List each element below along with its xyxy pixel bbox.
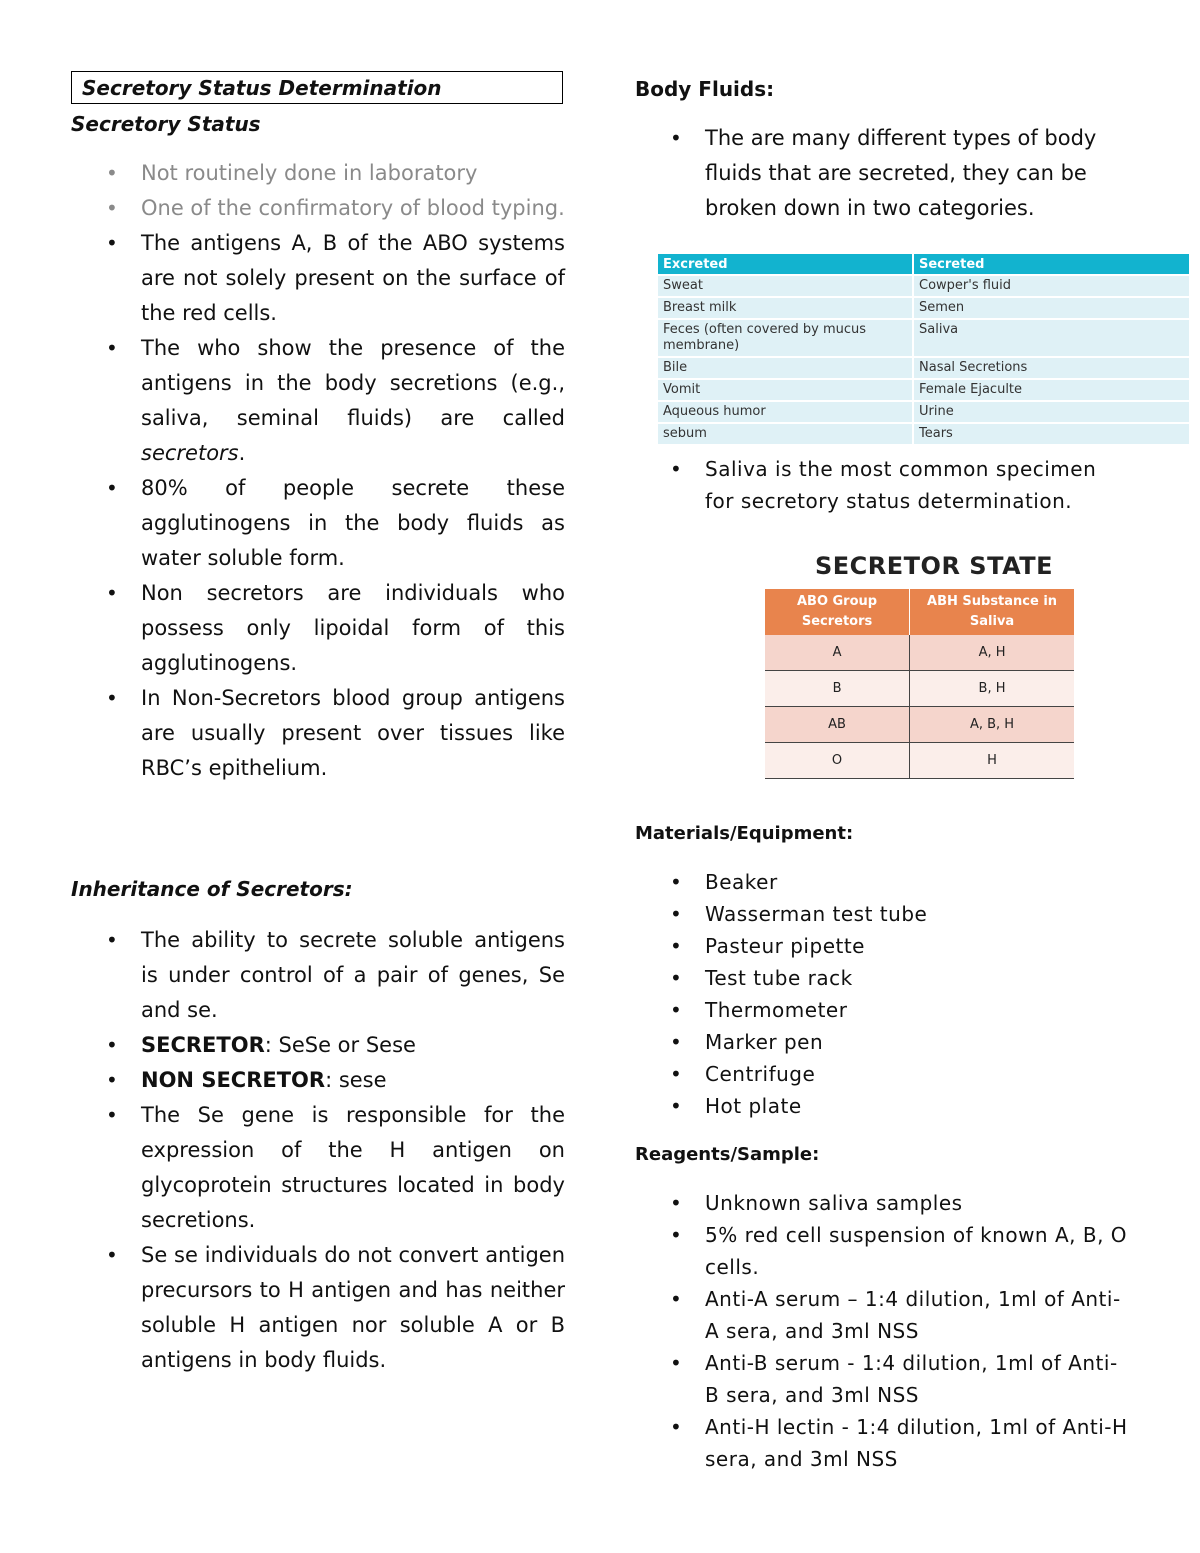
heading-inheritance: Inheritance of Secretors:	[71, 877, 353, 901]
list-item: • NON SECRETOR: sese	[71, 1063, 565, 1098]
list-item: • The antigens A, B of the ABO systems are not solely present on the surface of the red cells.	[71, 226, 565, 331]
materials-list	[635, 866, 1131, 1122]
table-cell: A	[765, 635, 910, 671]
list-item: • Not routinely done in laboratory	[71, 156, 565, 191]
list-item: • In Non-Secretors blood group antigens are usually present over tissues like RBC’s epithelium.	[71, 681, 565, 786]
table-cell: Vomit	[658, 380, 914, 400]
list-item: • Anti-H lectin - 1:4 dilution, 1ml of Anti-H sera, and 3ml NSS	[635, 1411, 1131, 1475]
table-cell: Cowper's fluid	[914, 276, 1189, 296]
list-item: • Thermometer	[635, 994, 1131, 1026]
list-item: • The ability to secrete soluble antigens is under control of a pair of genes, Se and se.	[71, 923, 565, 1028]
table-cell: Aqueous humor	[658, 402, 914, 422]
table-row	[765, 635, 1074, 671]
table-cell: AB	[765, 707, 910, 743]
heading-reagents: Reagents/Sample:	[635, 1144, 820, 1165]
table-row	[658, 298, 1189, 318]
column-header-abh-substance: ABH Substance in Saliva	[910, 589, 1074, 635]
table-cell: Female Ejaculte	[914, 380, 1189, 400]
list-item: • Wasserman test tube	[635, 898, 1131, 930]
list-item: • Hot plate	[635, 1090, 1131, 1122]
table-row	[658, 320, 1189, 356]
list-item: • Pasteur pipette	[635, 930, 1131, 962]
table-cell: Tears	[914, 424, 1189, 444]
list-item: • One of the confirmatory of blood typing.	[71, 191, 565, 226]
table-cell: B, H	[910, 671, 1074, 707]
table-cell: A, B, H	[910, 707, 1074, 743]
list-item: • Se se individuals do not convert antigen precursors to H antigen and has neither soluble H antigen nor soluble A or B antigens in body fluids.	[71, 1238, 565, 1378]
column-header-abo-group: ABO Group Secretors	[765, 589, 910, 635]
table-cell: B	[765, 671, 910, 707]
list-item: • Test tube rack	[635, 962, 1131, 994]
table-cell: Urine	[914, 402, 1189, 422]
list-item: • Beaker	[635, 866, 1131, 898]
heading-materials: Materials/Equipment:	[635, 823, 854, 844]
fluids-table	[658, 252, 1189, 446]
column-header-excreted: Excreted	[658, 254, 914, 274]
list-item: • Non secretors are individuals who possess only lipoidal form of this agglutinogens.	[71, 576, 565, 681]
secretory-status-list	[71, 156, 565, 786]
list-item: • Centrifuge	[635, 1058, 1131, 1090]
list-item: • The who show the presence of the antigens in the body secretions (e.g., saliva, seminal fluids) are called secretors.	[71, 331, 565, 471]
document-title-box: Secretory Status Determination	[71, 71, 563, 104]
table-row	[658, 402, 1189, 422]
body-fluids-list	[635, 121, 1129, 226]
list-item: • Anti-B serum - 1:4 dilution, 1ml of Anti-B sera, and 3ml NSS	[635, 1347, 1131, 1411]
inheritance-list	[71, 923, 565, 1378]
list-item: • SECRETOR: SeSe or Sese	[71, 1028, 565, 1063]
list-item: • The are many different types of body fluids that are secreted, they can be broken down in two categories.	[635, 121, 1129, 226]
table-cell: Feces (often covered by mucus membrane)	[658, 320, 914, 356]
table-cell: A, H	[910, 635, 1074, 671]
reagents-list	[635, 1187, 1131, 1475]
list-item: • The Se gene is responsible for the expression of the H antigen on glycoprotein structures located in body secretions.	[71, 1098, 565, 1238]
secretor-state-title: SECRETOR STATE	[815, 552, 1054, 580]
table-header-row	[658, 254, 1189, 274]
list-item: • Saliva is the most common specimen for secretory status determination.	[635, 453, 1131, 517]
table-cell: Saliva	[914, 320, 1189, 356]
table-row	[658, 424, 1189, 444]
table-row	[658, 380, 1189, 400]
saliva-list	[635, 453, 1131, 517]
table-row	[658, 276, 1189, 296]
table-row	[765, 671, 1074, 707]
table-cell: O	[765, 743, 910, 779]
list-item: • Marker pen	[635, 1026, 1131, 1058]
table-cell: sebum	[658, 424, 914, 444]
table-row	[765, 743, 1074, 779]
table-cell: Semen	[914, 298, 1189, 318]
list-item: • 5% red cell suspension of known A, B, O cells.	[635, 1219, 1131, 1283]
list-item: • Anti-A serum – 1:4 dilution, 1ml of Anti-A sera, and 3ml NSS	[635, 1283, 1131, 1347]
heading-body-fluids: Body Fluids:	[635, 77, 775, 101]
table-cell: H	[910, 743, 1074, 779]
table-cell: Bile	[658, 358, 914, 378]
table-row	[765, 707, 1074, 743]
table-cell: Sweat	[658, 276, 914, 296]
table-row	[658, 358, 1189, 378]
list-item: • 80% of people secrete these agglutinogens in the body fluids as water soluble form.	[71, 471, 565, 576]
table-cell: Breast milk	[658, 298, 914, 318]
list-item: • Unknown saliva samples	[635, 1187, 1131, 1219]
heading-secretory-status: Secretory Status	[71, 112, 261, 136]
table-header-row	[765, 589, 1074, 635]
column-header-secreted: Secreted	[914, 254, 1189, 274]
secretor-state-table	[765, 589, 1074, 779]
table-cell: Nasal Secretions	[914, 358, 1189, 378]
